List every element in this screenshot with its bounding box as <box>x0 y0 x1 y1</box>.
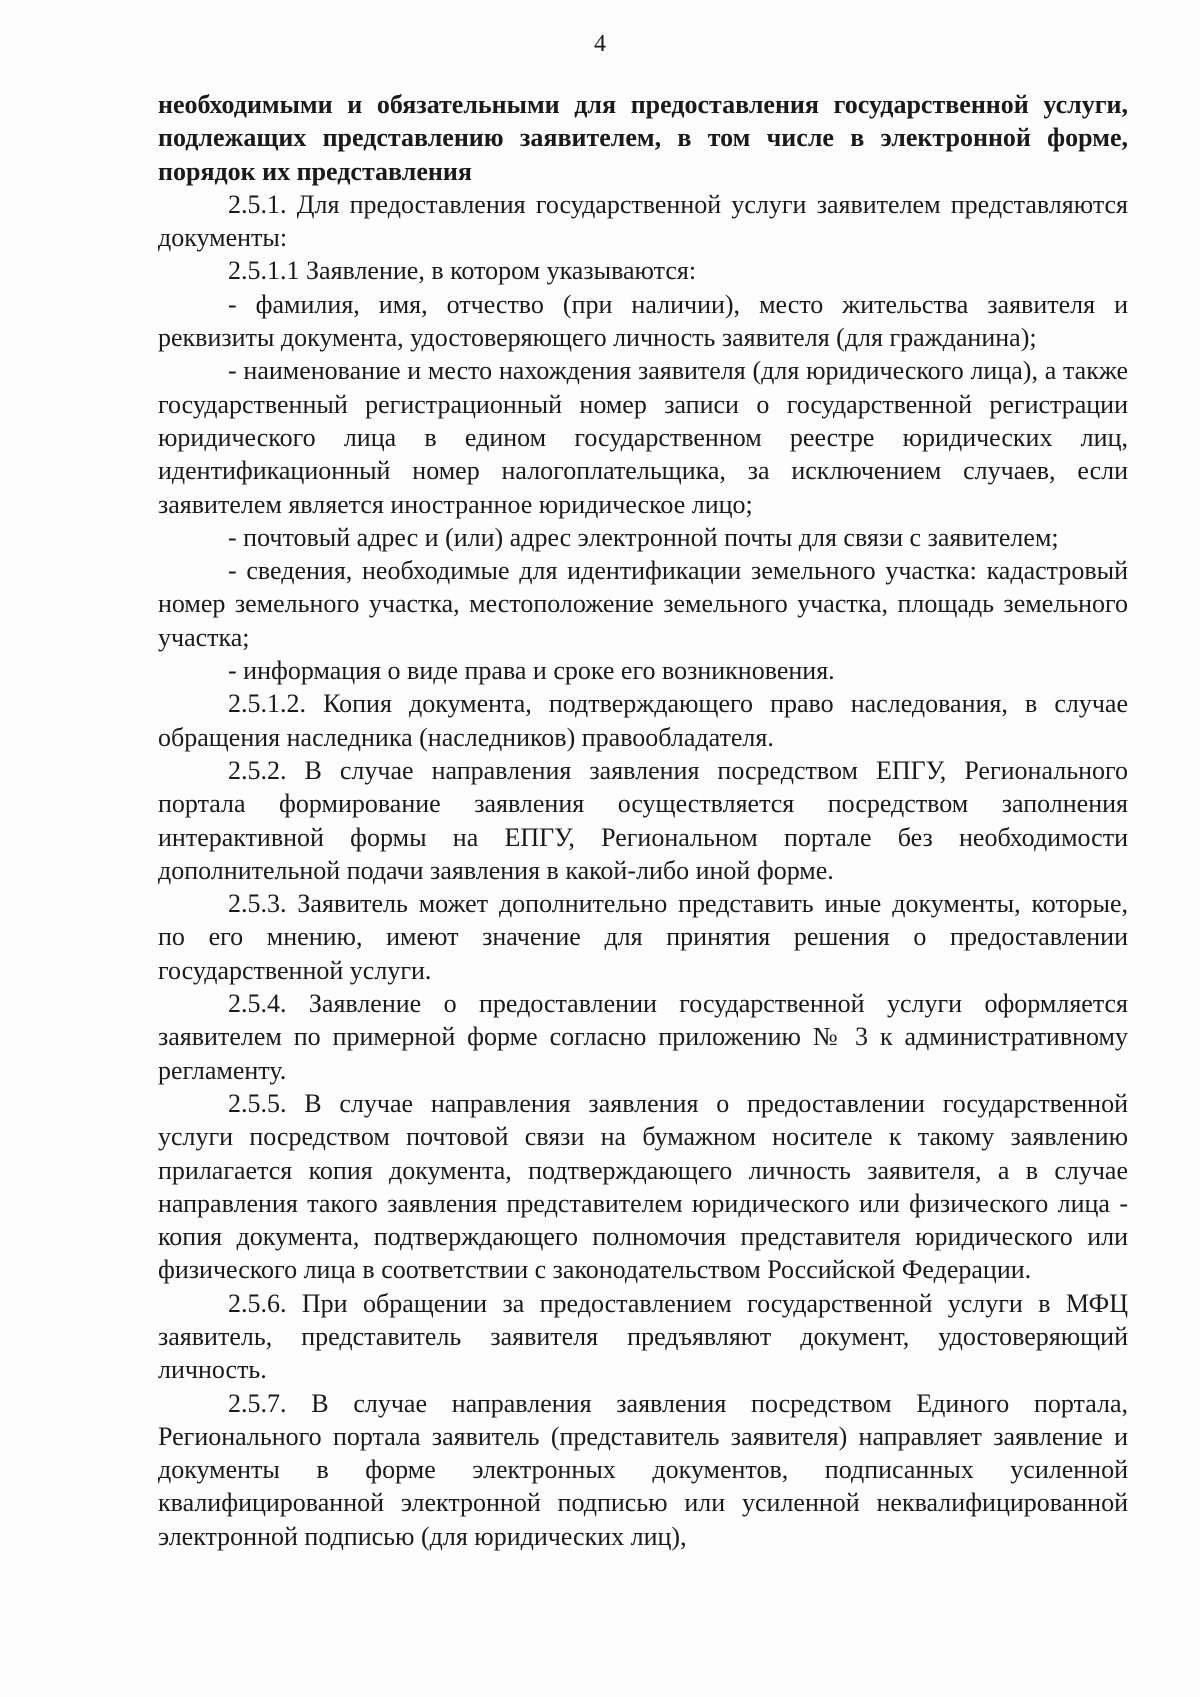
paragraph-2-5-5: 2.5.5. В случае направления заявления о предоставлении государственной услуги посредством почтовой связи на бумажном носителе к такому заявлению прилагается копия документа, подтверждающего личность заявителя, а в случае направления такого заявления представителем юридического или физического лица - копия документа, подтверждающего полномочия представителя юридического или физического лица в соответствии с законодательством Российской Федерации. <box>158 1088 1128 1285</box>
paragraph-2-5-4: 2.5.4. Заявление о предоставлении государственной услуги оформляется заявителем по примерной форме согласно приложению № 3 к административному регламенту. <box>158 989 1128 1085</box>
paragraph-2-5-1-2: 2.5.1.2. Копия документа, подтверждающего право наследования, в случае обращения наследника (наследников) правообладателя. <box>158 689 1128 752</box>
document-body <box>158 88 1128 1553</box>
paragraph-2-5-3: 2.5.3. Заявитель может дополнительно представить иные документы, которые, по его мнению, имеют значение для принятия решения о предоставлении государственной услуги. <box>158 889 1128 985</box>
section-heading: необходимыми и обязательными для предоставления государственной услуги, подлежащих представлению заявителем, в том числе в электронной форме, порядок их представления <box>158 90 1128 186</box>
list-item-land-plot-details: - сведения, необходимые для идентификации земельного участка: кадастровый номер земельного участка, местоположение земельного участка, площадь земельного участка; <box>158 556 1128 652</box>
paragraph-2-5-7: 2.5.7. В случае направления заявления посредством Единого портала, Регионального портала заявитель (представитель заявителя) направляет заявление и документы в форме электронных документов, подписанных усиленной квалифицированной электронной подписью или усиленной неквалифицированной электронной подписью (для юридических лиц), <box>158 1388 1128 1551</box>
list-item-legal-entity-details: - наименование и место нахождения заявителя (для юридического лица), а также государственный регистрационный номер записи о государственной регистрации юридического лица в едином государственном реестре юридических лиц, идентификационный номер налогоплательщика, за исключением случаев, если заявителем является иностранное юридическое лицо; <box>158 356 1128 519</box>
paragraph-2-5-2: 2.5.2. В случае направления заявления посредством ЕПГУ, Регионального портала формирование заявления осуществляется посредством заполнения интерактивной формы на ЕПГУ, Региональном портале без необходимости дополнительной подачи заявления в какой-либо иной форме. <box>158 755 1128 885</box>
list-item-contact-address: - почтовый адрес и (или) адрес электронной почты для связи с заявителем; <box>228 522 1059 552</box>
paragraph-2-5-6: 2.5.6. При обращении за предоставлением государственной услуги в МФЦ заявитель, представитель заявителя предъявляют документ, удостоверяющий личность. <box>158 1288 1128 1385</box>
paragraph-2-5-1-1: 2.5.1.1 Заявление, в котором указываются: <box>228 256 697 286</box>
list-item-citizen-details: - фамилия, имя, отчество (при наличии), место жительства заявителя и реквизиты документа, удостоверяющего личность заявителя (для гражданина); <box>158 289 1128 353</box>
paragraph-2-5-1: 2.5.1. Для предоставления государственной услуги заявителем представляются документы: <box>158 189 1128 253</box>
page-number: 4 <box>594 31 606 57</box>
list-item-right-info: - информация о виде права и сроке его возникновения. <box>228 656 835 686</box>
